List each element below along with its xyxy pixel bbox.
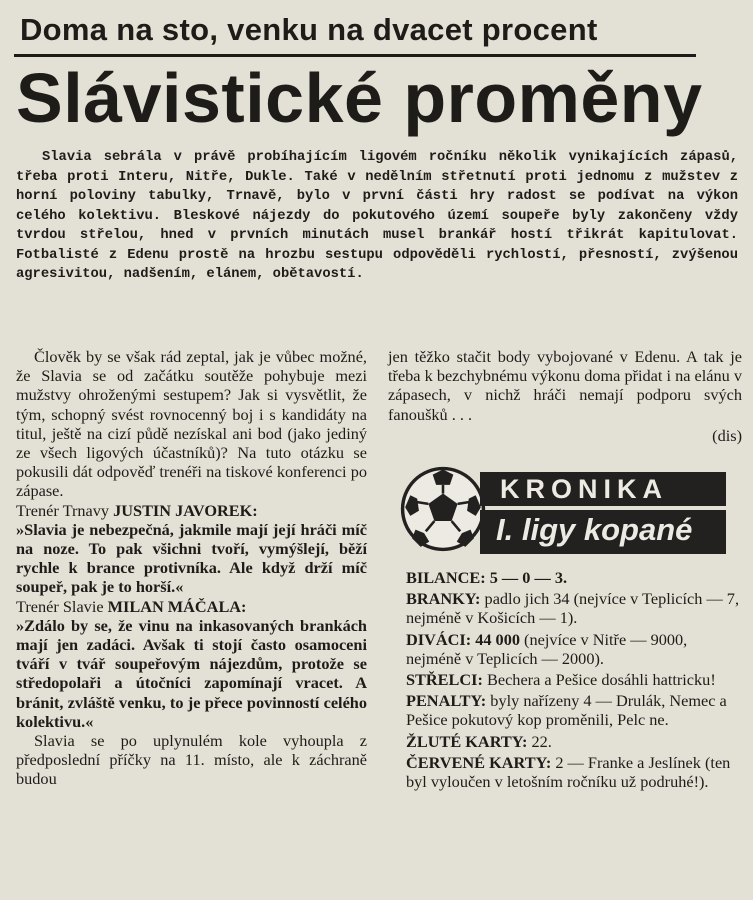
coach2-name: MILAN MÁČALA: [107, 596, 247, 616]
stat-label: BILANCE: [406, 568, 486, 587]
body-paragraph-1: Člověk by se však rád zeptal, jak je vůbec možné, že Slavia se od začátku soutěže pohybuje mezi mužstvy ohroženými sestupem? Jak si vysvětlit, že tým, schopný svést rovnocenný boj i s kandidáty na titul, ještě na cizí půdě nezískal ani bod (jako jediný ze všech ligových účastníků)? Na tuto otázku se pokusili dát odpověď trenéři na tiskové konferenci po zápase. [16, 347, 367, 501]
logo-subtitle: I. ligy kopané [496, 512, 693, 547]
stat-value-bold: 44 000 [471, 629, 520, 649]
stat-value: byly nařízeny 4 — Drulák, Nemec a Pešice pokutový kop proměnili, Pelc ne. [406, 691, 727, 730]
coach1-intro: Trenér Trnavy [16, 500, 114, 520]
body-continuation: jen těžko stačit body vybojované v Edenu. A tak je třeba k bezchybnému výkonu doma přidat i na elánu v zápasech, v nichž hráči nemají podporu svých fanoušků . . . [388, 347, 743, 424]
coach2-intro: Trenér Slavie [16, 596, 108, 616]
stat-cervene-karty [406, 753, 742, 791]
kronika-logo [400, 462, 735, 558]
stat-label: ČERVENÉ KARTY: [406, 752, 552, 772]
stat-value: 22. [527, 731, 552, 751]
coach1-quote: »Slavia je nebezpečná, jakmile mají její hráči míč na noze. To pak všichni tvoří, vymýšlejí, běží rychle k brance protivníka. Ale když drží míč soupeř, pak je to horší.« [16, 519, 367, 597]
football-icon [400, 466, 486, 552]
stat-label: ŽLUTÉ KARTY: [406, 731, 528, 751]
coach2-line [16, 597, 367, 616]
lead-paragraph: Slavia sebrála v právě probíhajícím ligovém ročníku několik vynikajících zápasů, třeba proti Interu, Nitře, Dukle. Také v nedělním střetnutí proti jednomu z mužstev z horní poloviny tabulky, Trnavě, bylo v první části hry radost se podívat na výkon celého kolektivu. Bleskové nájezdy do pokutového území soupeře byly zakončeny vždy tvrdou střelou, hned v prvních minutách musel brankář hostí třikrát kapitulovat. Fotbalisté z Edenu prostě na hrozbu sestupu odpověděli rychlostí, přesností, zvýšenou agresivitou, nadšením, elánem, obětavostí. [16, 150, 738, 282]
stat-value: (nejvíce v Nitře — 9000, nejméně v Teplicích — 2000). [406, 629, 688, 668]
main-headline: Slávistické proměny [16, 59, 703, 137]
coach1-line [16, 501, 367, 520]
stat-divaci [406, 630, 742, 668]
body-paragraph-end: Slavia se po uplynulém kole vyhoupla z předposlední příčky na 11. místo, ale k záchraně budou [16, 731, 367, 789]
stat-bilance [406, 568, 742, 587]
stat-branky [406, 589, 742, 627]
article-column-left [16, 347, 367, 789]
kicker-headline: Doma na sto, venku na dvacet procent [20, 12, 598, 47]
logo-title: KRONIKA [500, 474, 668, 504]
stat-label: DIVÁCI: [406, 629, 472, 649]
stat-value: padlo jich 34 (nejvíce v Teplicích — 7, nejméně v Košicích — 1). [406, 589, 740, 628]
stat-value: Bechera a Pešice dosáhli hattricku! [482, 670, 716, 690]
stat-label: PENALTY: [406, 691, 487, 711]
stat-label: BRANKY: [406, 589, 481, 609]
stat-label: STŘELCI: [406, 670, 483, 690]
stat-value: 2 — Franke a Jeslínek (ten byl vyloučen v letošním ročníku už podruhé!). [406, 752, 731, 792]
stat-penalty [406, 691, 742, 729]
coach1-name: JUSTIN JAVOREK: [113, 500, 258, 520]
stat-strelci [406, 670, 742, 689]
chronicle-stats [406, 568, 742, 793]
coach2-quote: »Zdálo by se, že vinu na inkasovaných brankách mají jen zadáci. Avšak ti stojí často osamoceni tváří v tvář soupeřovým nájezdům, protože se středopolaři a útočníci zapomínají vracet. A bránit, zvláště venku, to je přece povinností celého kolektivu.« [16, 615, 367, 731]
kicker-underline [14, 54, 696, 57]
author-signature: (dis) [712, 425, 742, 445]
stat-value: 5 — 0 — 3. [485, 568, 568, 587]
stat-zlute-karty [406, 732, 742, 751]
article-column-right [388, 347, 742, 445]
